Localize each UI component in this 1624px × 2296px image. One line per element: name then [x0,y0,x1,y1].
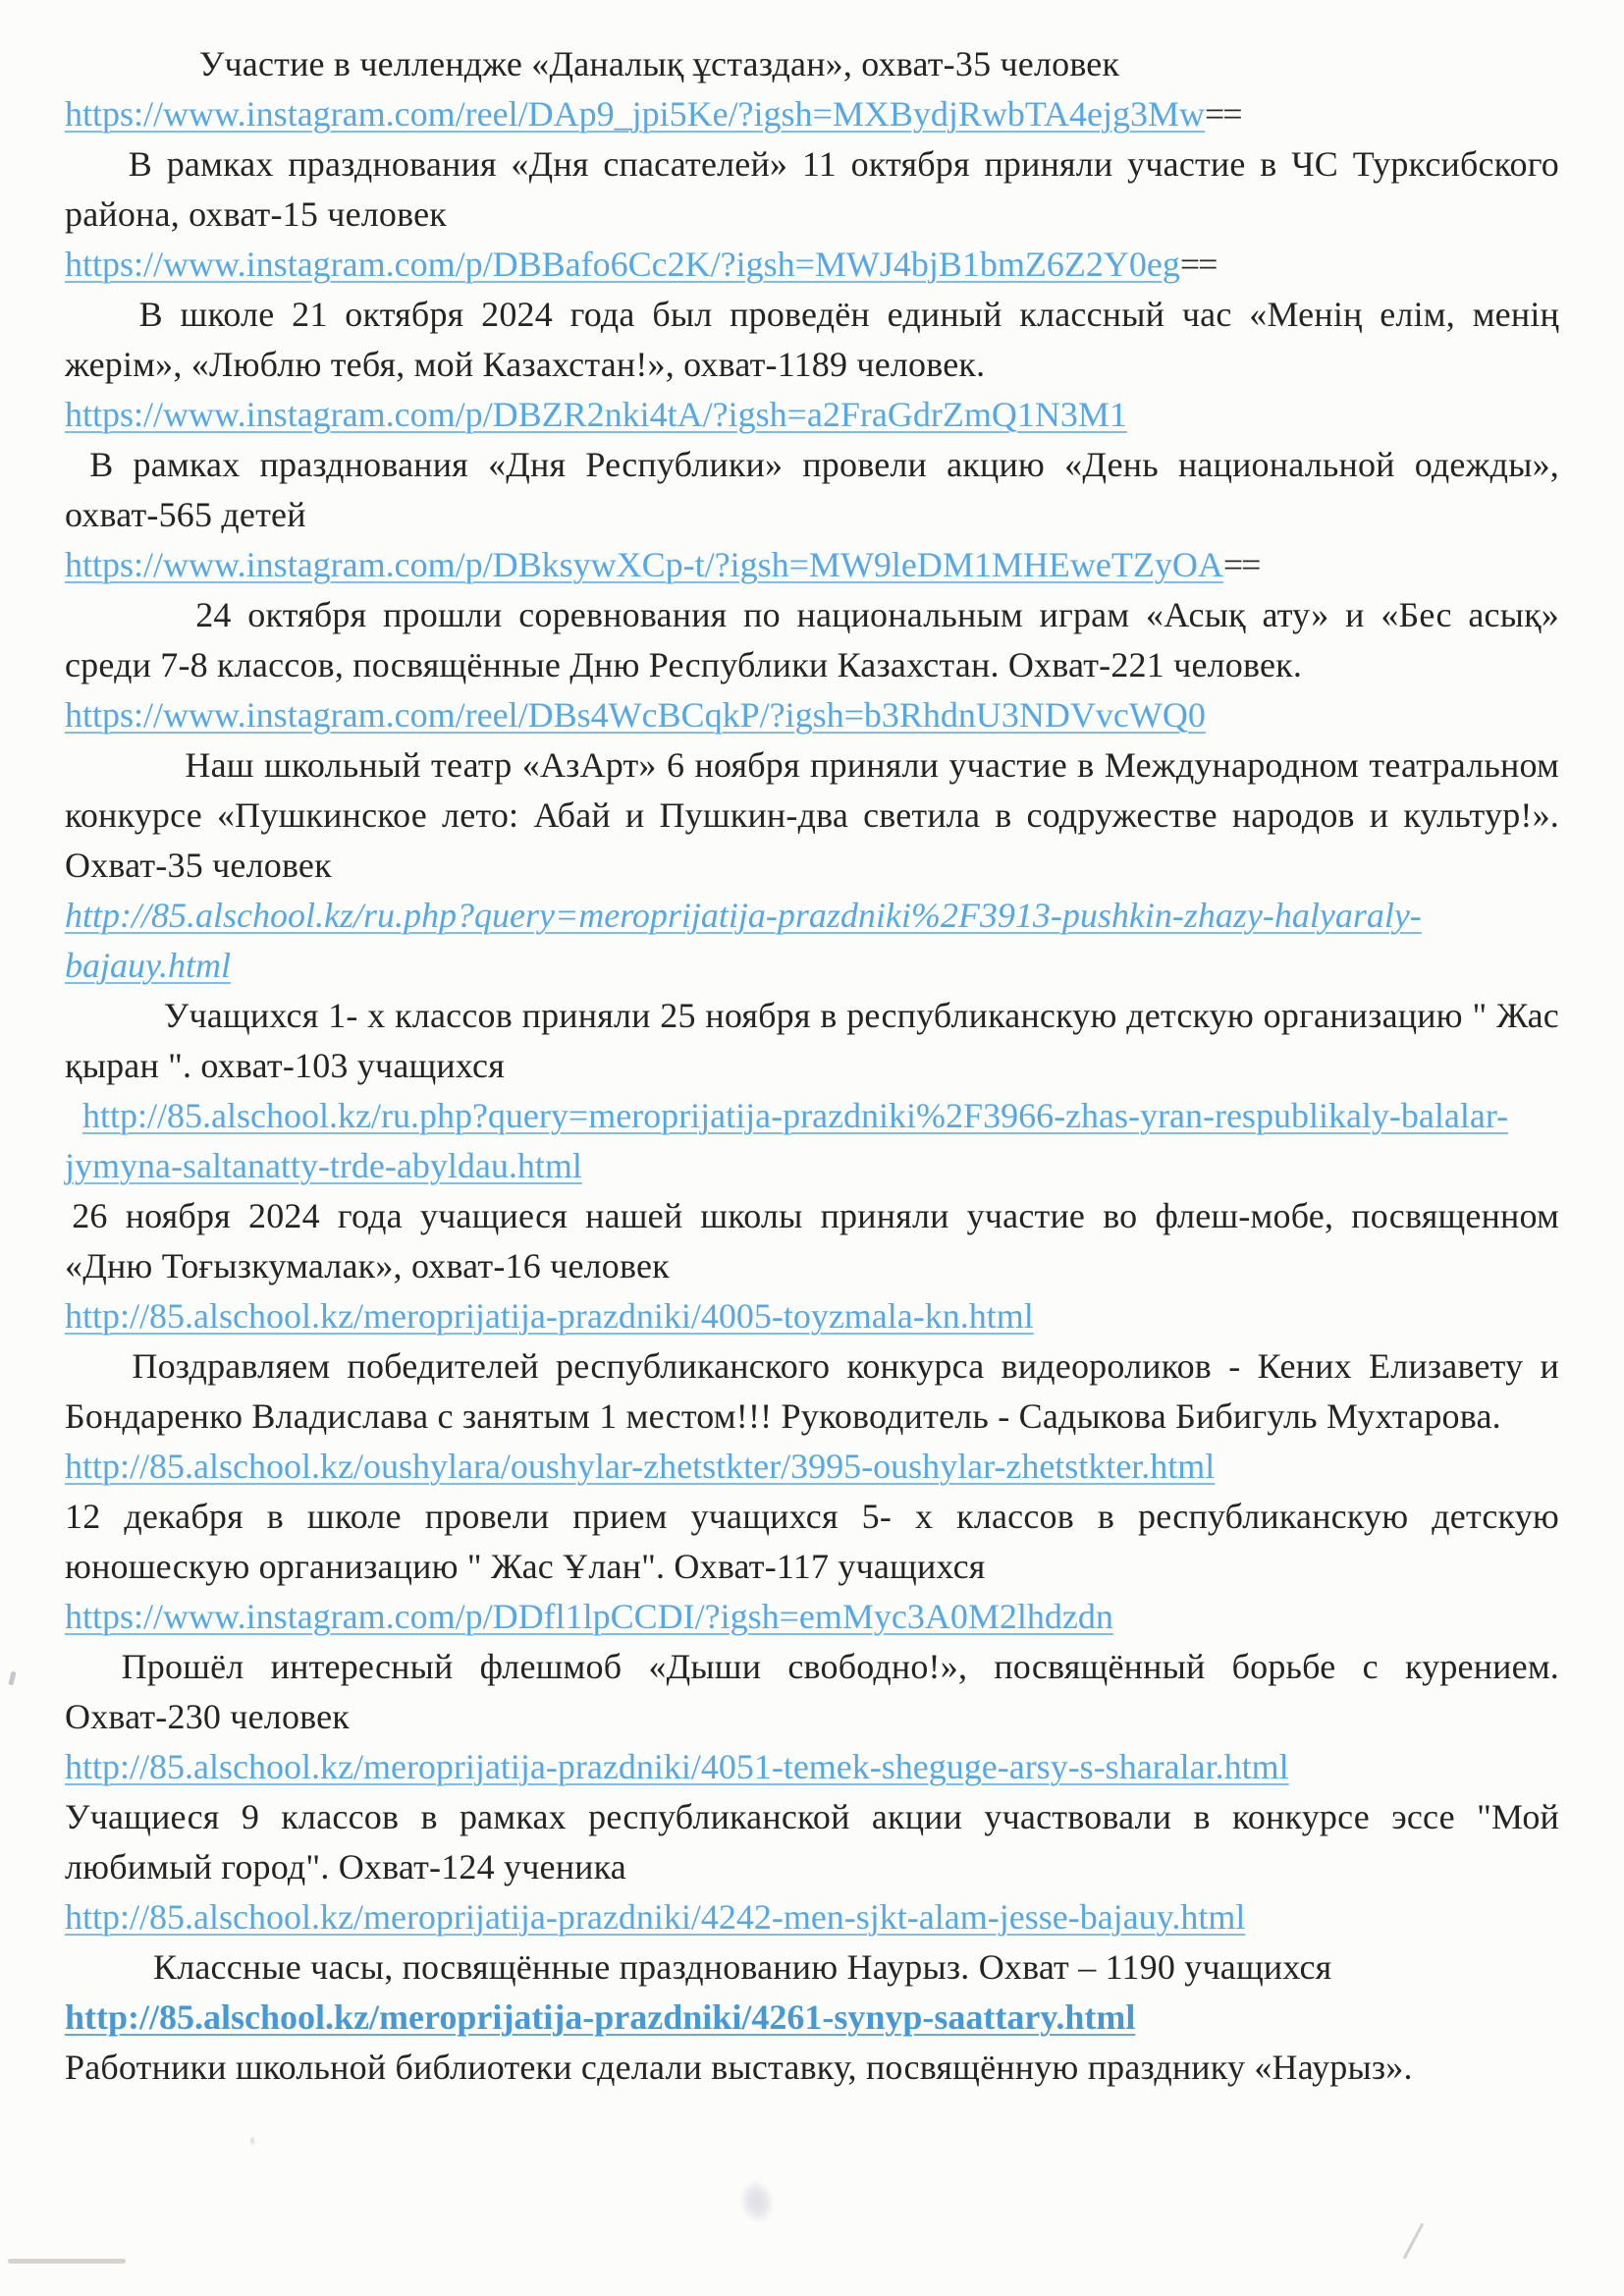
hyperlink[interactable]: https://www.instagram.com/p/DDfl1lpCCDI/?igsh=emMyc3A0M2lhdzdn [65,1597,1113,1636]
document-body [65,39,1559,2093]
hyperlink[interactable]: http://85.alschool.kz/meroprijatija-prazdniki/4051-temek-sheguge-arsy-s-sharalar.html [65,1747,1289,1786]
hyperlink[interactable]: http://85.alschool.kz/oushylara/oushylar-zhetstkter/3995-oushylar-zhetstkter.html [65,1447,1216,1486]
link-line [65,89,1559,139]
paragraph: Прошёл интересный флешмоб «Дыши свободно!», посвящённый борьбе с курением. Охват-230 человек [65,1647,1559,1736]
hyperlink[interactable]: https://www.instagram.com/reel/DBs4WcBCqkP/?igsh=b3RhdnU3NDVvcWQ0 [65,695,1206,735]
hyperlink[interactable]: http://85.alschool.kz/meroprijatija-prazdniki/4005-toyzmala-kn.html [65,1296,1034,1336]
paragraph: Учащихся 1- х классов приняли 25 ноября в республиканскую детскую организацию " Жас қыран ". охват-103 учащихся [65,996,1559,1085]
scan-smudge [1403,2223,1424,2260]
link-line [65,1091,1559,1191]
link-line [65,1993,1559,2043]
paragraph: В школе 21 октября 2024 года был проведён единый классный час «Менің елім, менің жерім», «Люблю тебя, мой Казахстан!», охват-1189 человек. [65,295,1559,384]
equals-suffix: == [1222,545,1260,584]
scan-smudge [247,2133,257,2149]
equals-suffix: == [1204,94,1241,134]
scan-smudge [729,2168,785,2235]
link-line [65,1592,1559,1642]
paragraph: В рамках празднования «Дня Республики» провели акцию «День национальной одежды», охват-565 детей [65,445,1559,534]
link-line [65,1291,1559,1341]
paragraph: 26 ноября 2024 года учащиеся нашей школы приняли участие во флеш-мобе, посвященном «Дню Тоғызкумалак», охват-16 человек [65,1196,1559,1285]
paragraph: Учащиеся 9 классов в рамках республиканской акции участвовали в конкурсе эссе "Мой любимый город". Охват-124 ученика [65,1797,1559,1886]
paragraph: Поздравляем победителей республиканского конкурса видеороликов - Кених Елизавету и Бондаренко Владислава с занятым 1 местом!!! Руководитель - Садыкова Бибигуль Мухтарова. [65,1346,1559,1436]
hyperlink[interactable]: http://85.alschool.kz/meroprijatija-prazdniki/4261-synyp-saattary.html [65,1997,1136,2037]
hyperlink[interactable]: https://www.instagram.com/p/DBBafo6Cc2K/?igsh=MWJ4bjB1bmZ6Z2Y0eg [65,245,1180,284]
paragraph: Классные часы, посвящённые празднованию Наурыз. Охват – 1190 учащихся [153,1947,1332,1987]
hyperlink[interactable]: https://www.instagram.com/p/DBZR2nki4tA/?igsh=a2FraGdrZmQ1N3M1 [65,395,1127,434]
hyperlink[interactable]: http://85.alschool.kz/meroprijatija-prazdniki/4242-men-sjkt-alam-jesse-bajauy.html [65,1897,1246,1937]
link-line [65,891,1559,991]
link-line [65,390,1559,440]
scan-smudge [8,1671,16,1686]
paragraph: Работники школьной библиотеки сделали выставку, посвящённую празднику «Наурыз». [65,2048,1413,2087]
equals-suffix: == [1179,245,1217,284]
paragraph: 24 октября прошли соревнования по национальным играм «Асық ату» и «Бес асық» среди 7-8 классов, посвящённые Дню Республики Казахстан. Охват-221 человек. [65,595,1559,684]
hyperlink[interactable]: http://85.alschool.kz/ru.php?query=meroprijatija-prazdniki%2F3913-pushkin-zhazy-halyaraly-bajauy.html [65,896,1422,985]
link-line [65,540,1559,590]
link-line [65,1442,1559,1492]
paragraph: В рамках празднования «Дня спасателей» 11 октября приняли участие в ЧС Турксибского района, охват-15 человек [65,144,1559,234]
scan-smudge [8,2259,126,2264]
paragraph: 12 декабря в школе провели прием учащихся 5- х классов в республиканскую детскую юношескую организацию " Жас Ұлан". Охват-117 учащихся [65,1497,1559,1586]
hyperlink[interactable]: http://85.alschool.kz/ru.php?query=meroprijatija-prazdniki%2F3966-zhas-yran-respublikaly-balalar-jymyna-saltanatty-trde-abyldau.html [65,1096,1509,1185]
link-line [65,1742,1559,1792]
hyperlink[interactable]: https://www.instagram.com/p/DBksywXCp-t/?igsh=MW9leDM1MHEweTZyOA [65,545,1223,584]
paragraph: Участие в челлендже «Даналық ұстаздан», охват-35 человек [198,44,1120,83]
hyperlink[interactable]: https://www.instagram.com/reel/DAp9_jpi5Ke/?igsh=MXBydjRwbTA4ejg3Mw [65,94,1205,134]
link-line [65,240,1559,290]
paragraph: Наш школьный театр «АзАрт» 6 ноября приняли участие в Международном театральном конкурсе «Пушкинское лето: Абай и Пушкин-два светила в содружестве народов и культур!». Охват-35 человек [65,745,1559,885]
link-line [65,1892,1559,1942]
link-line [65,690,1559,740]
